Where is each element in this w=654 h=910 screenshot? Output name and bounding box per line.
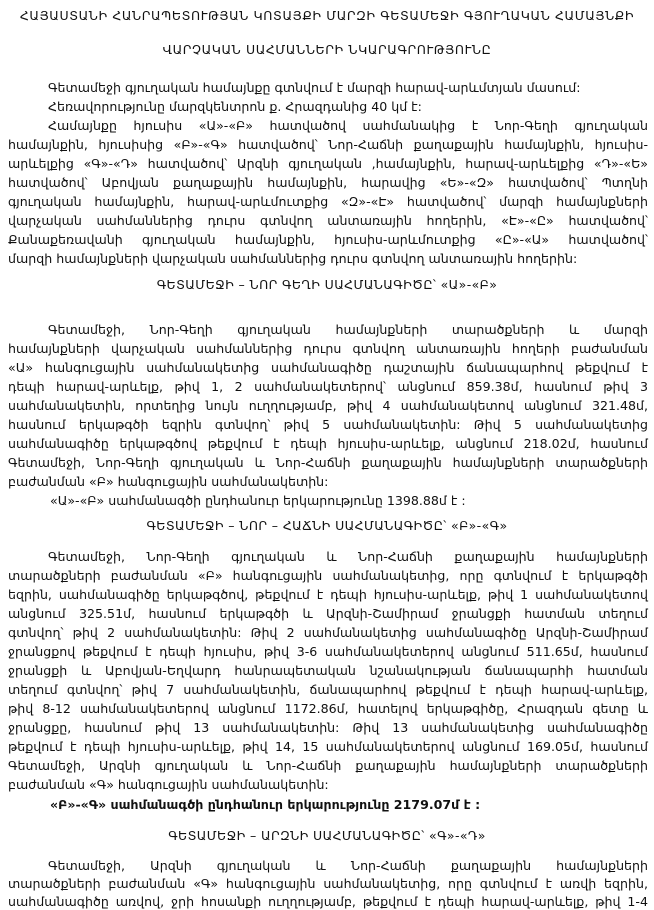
intro-line: վարչական սահմաններից դուրս գտնվող անտառային հողերին, «Է»-«Ը» հատվածով՝ — [8, 213, 648, 228]
section-line: «Ա» հանգուցային սահմանակետից սահմանագիծը դաշտային ճանապարհով թեքվում է — [8, 360, 648, 375]
section-heading: ԳԵՏԱՄԵՋԻ – ՆՈՐ – ՀԱՃՆԻ ՍԱՀՄԱՆԱԳԻԾԸ՝ «Բ»-«Գ» — [146, 518, 508, 533]
section-heading: ԳԵՏԱՄԵՋԻ – ՆՈՐ ԳԵՂԻ ՍԱՀՄԱՆԱԳԻԾԸ՝ «Ա»-«Բ» — [156, 277, 498, 292]
intro-line: Համայնքը հյուսիս «Ա»-«Բ» հատվածով սահմանակից է Նոր-Գեղի գյուղական — [48, 118, 648, 133]
section-summary: «Ա»-«Բ» սահմանագծի ընդհանուր երկարությունը 1398.88մ է : — [50, 493, 466, 508]
section-line: սահմանակետին, որտեղից նույն ուղղությամբ, թիվ 4 սահմանակետով անցնում 321.48մ, — [8, 398, 648, 413]
section-line: համայնքների վարչական սահմաններից դուրս գտնվող անտառային հողերի բաժանման — [8, 341, 648, 356]
section-line: թիվ 8-12 սահմանակետերով անցնում 1172.86մ, հատելով երկաթգիծը, Հրազդան գետը և — [8, 701, 648, 716]
section-line: տարածքների բաժանման «Բ» հանգուցային սահմանակետից, որը գտնվում է երկաթգծի — [8, 568, 648, 583]
section-line: հասնում երկաթգծի եզրին գտնվող՝ թիվ 5 սահմանակետին: Թիվ 5 սահմանակետից — [8, 417, 648, 432]
section-line: թեքվում է դեպի հյուսիս-արևելք, թիվ 14, 15 սահմանակետերով անցնում 169.05մ, հասնում — [8, 739, 648, 754]
section-line: տեղում գտնվող՝ թիվ 7 սահմանակետին, ճանապարհով թեքվում է դեպի հարավ-արևելք, — [8, 682, 648, 697]
intro-line: համայնքին, հյուսիսից «Բ»-«Գ» հատվածով՝ Նոր-Հաճնի քաղաքային համայնքին, հյուսիս- — [8, 137, 648, 152]
document-title-line-1: ՀԱՅԱՍՏԱՆԻ ՀԱՆՐԱՊԵՏՈՒԹՅԱՆ ԿՈՏԱՅՔԻ ՄԱՐԶԻ ԳԵՏԱՄԵՋԻ ԳՅՈՒՂԱԿԱՆ ՀԱՄԱՅՆՔԻ — [19, 8, 635, 23]
intro-line: Հեռավորությունը մարզկենտրոն ք. Հրազդանից 40 կմ է: — [48, 99, 422, 114]
section-line: Գետամեջի, Նոր-Գեղի գյուղական համայնքների տարածքների և մարզի — [48, 322, 648, 337]
section-line: սահմանագիծը առվով, ջրի հոսանքի ուղղությամբ, թեքվում է դեպի հարավ-արևելք, թիվ 1-4 — [8, 894, 648, 909]
section-line: բաժանման «Բ» հանգուցային սահմանակետին: — [8, 474, 329, 489]
section-line: ջրանցքի և Աբովյան-Եղվարդ հանրապետական նշանակության ճանապարհի հատման — [8, 663, 648, 678]
intro-line: Գետամեջի գյուղական համայնքը գտնվում է մարզի հարավ-արևմտյան մասում: — [48, 80, 581, 95]
intro-line: հատվածով՝ Աբովյան քաղաքային համայնքին, հարավից «Ե»-«Զ» հատվածով՝ Պտղնի — [8, 175, 648, 190]
section-line: դեպի հարավ-արևելք, թիվ 1, 2 սահմանակետերով՝ անցնում 859.38մ, հասնում թիվ 3 — [8, 379, 648, 394]
intro-line: մարզի համայնքների վարչական սահմաններից դուրս գտնվող անտառային հողերին: — [8, 251, 578, 266]
section-line: Գետամեջի, Արզնի գյուղական և Նոր-Հաճնի քաղաքային համայնքների — [48, 858, 648, 873]
intro-line: Քանաքեռավանի գյուղական համայնքին, հյուսիս-արևմուտքից «Ը»-«Ա» հատվածով՝ — [8, 232, 648, 247]
document-title-line-2: ՎԱՐՉԱԿԱՆ ՍԱՀՄԱՆՆԵՐԻ ՆԿԱՐԱԳՐՈՒԹՅՈՒՆԸ — [162, 42, 492, 57]
intro-line: գյուղական համայնքին, հարավ-արևմուտքից «Զ»-«Է» հատվածով՝ մարզի համայնքների — [8, 194, 648, 209]
section-line: տարածքների բաժանման «Գ» հանգուցային սահմանակետից, որը գտնվում է առվի եզրին, — [8, 876, 648, 891]
section-line: Գետամեջի, Նոր-Գեղի գյուղական և Նոր-Հաճնի քաղաքային համայնքների — [48, 549, 648, 564]
section-line: բաժանման «Գ» հանգուցային սահմանակետին: — [8, 777, 329, 792]
section-line: Գետամեջի, Արզնի գյուղական և Նոր-Հաճնի քաղաքային համայնքների տարածքների — [8, 758, 648, 773]
section-heading: ԳԵՏԱՄԵՋԻ – ԱՐԶՆԻ ՍԱՀՄԱՆԱԳԻԾԸ՝ «Գ»-«Դ» — [168, 828, 486, 843]
section-line: ջրանցքը, հասնում թիվ 13 սահմանակետին: Թիվ 13 սահմանակետից սահմանագիծը — [8, 720, 648, 735]
section-line: եզրին, սահմանագիծը երկաթգծով, թեքվում է դեպի հյուսիս-արևելք, թիվ 1 սահմանակետով — [8, 587, 648, 602]
section-line: սահմանագիծը երկաթգծով թեքվում է դեպի հյուսիս-արևելք, անցնում 218.02մ, հասնում — [8, 436, 648, 451]
section-summary: «Բ»-«Գ» սահմանագծի ընդհանուր երկարությունը 2179.07մ է : — [50, 797, 481, 812]
section-line: անցնում 325.51մ, հասնում երկաթգծի և Արզնի-Շամիրամ ջրանցքի հատման տեղում — [8, 606, 648, 621]
intro-line: արևելքից «Գ»-«Դ» հատվածով՝ Արզնի գյուղական ,համայնքին, հարավ-արևելքից «Դ»-«Ե» — [8, 156, 648, 171]
section-line: գտնվող՝ թիվ 2 սահմանակետին: Թիվ 2 սահմանակետից սահմանագիծը Արզնի-Շամիրամ — [8, 625, 648, 640]
section-line: ջրանցքով թեքվում է դեպի հյուսիս, թիվ 3-6 սահմանակետերով անցնում 511.65մ, հասնում — [8, 644, 648, 659]
section-line: Գետամեջի, Նոր-Գեղի գյուղական և Նոր-Հաճնի քաղաքային համայնքների տարածքների — [8, 455, 648, 470]
